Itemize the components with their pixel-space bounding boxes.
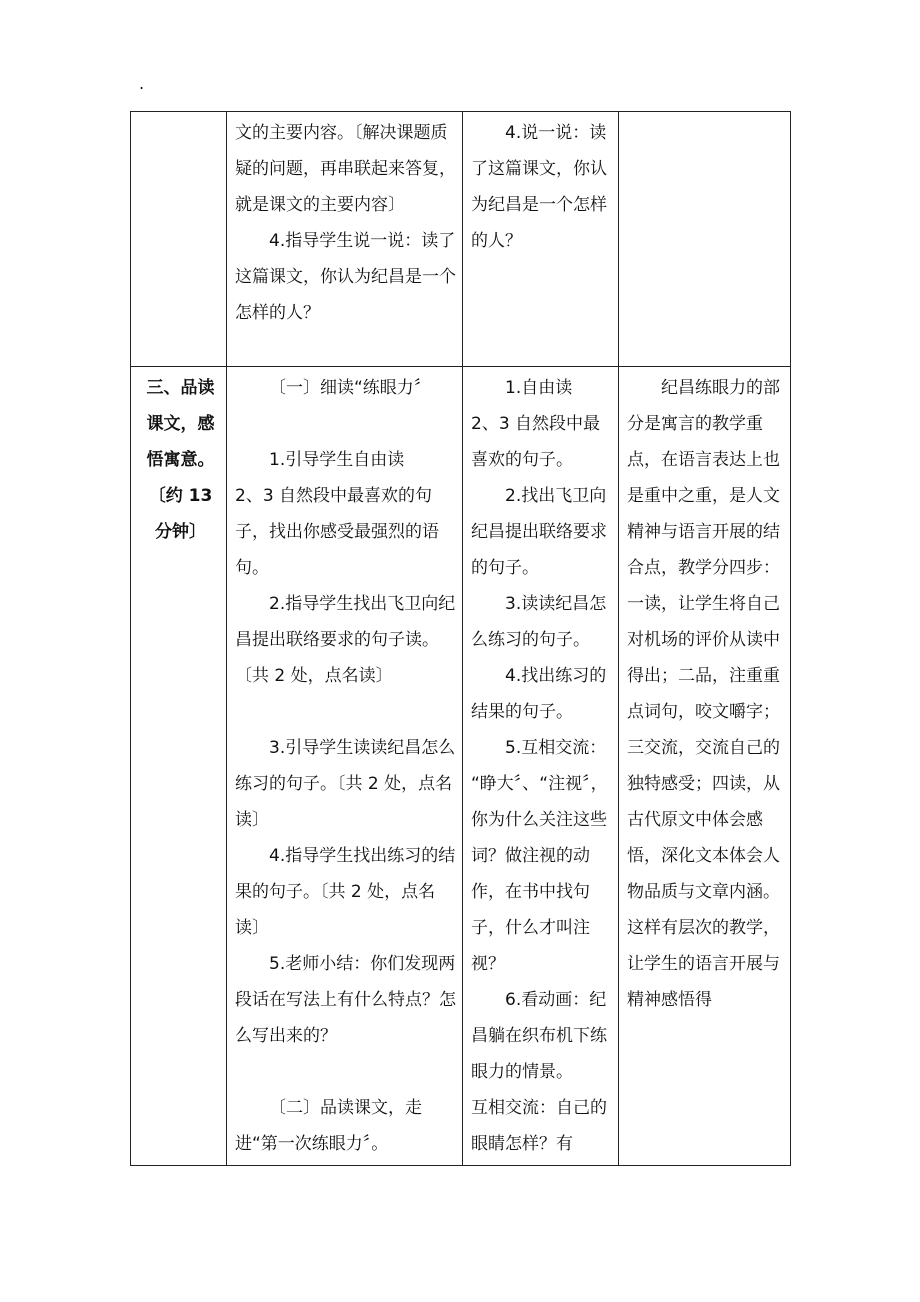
teacher-paragraph: 4.指导学生说一说：读了这篇课文，你认为纪昌是一个怎样的人？ (235, 231, 456, 323)
table-row (131, 367, 791, 1166)
section-heading: 〔二〕品读课文，走进“第一次练眼力〞。 (235, 1098, 422, 1154)
student-paragraph: “睁大〞、“注视〞，你为什么关注这些词？做注视的动作，在书中找句子，什么才叫注视？ (471, 774, 608, 974)
teacher-paragraph: 4.指导学生找出练习的结果的句子。〔共 2 处，点名读〕 (235, 846, 456, 938)
spacer (235, 406, 458, 442)
teacher-paragraph: 5.老师小结：你们发现两段话在写法上有什么特点？怎么写出来的？ (235, 954, 456, 1046)
student-paragraph: 1.自由读 (505, 378, 573, 398)
student-paragraph: 2、3 自然段中最喜欢的句子。 (471, 414, 601, 470)
student-paragraph: 3.读读纪昌怎么练习的句子。 (471, 594, 607, 650)
teacher-paragraph: 2、3 自然段中最喜欢的句子，找出你感受最强烈的语句。 (235, 486, 439, 578)
table-row (131, 112, 791, 367)
student-paragraph: 4.说一说：读了这篇课文，你认为纪昌是一个怎样的人？ (471, 123, 607, 251)
stage-line: 课文，感 (146, 414, 215, 434)
stage-line: 〔约 13 (148, 486, 213, 506)
teacher-activity-cell (227, 367, 463, 1166)
teacher-paragraph: 文的主要内容。〔解决课题质疑的问题，再串联起来答复，就是课文的主要内容〕 (235, 123, 456, 215)
design-intent-cell (619, 367, 791, 1166)
teacher-paragraph: 1.引导学生自由读 (269, 450, 405, 470)
student-activity-cell (463, 112, 619, 367)
student-paragraph: 互相交流：自己的眼睛怎样？有 (471, 1098, 607, 1154)
student-paragraph: 6.看动画：纪昌躺在织布机下练眼力的情景。 (471, 990, 607, 1082)
stage-line: 分钟〕 (155, 522, 206, 542)
page-mark: . (139, 74, 145, 93)
stage-cell (131, 112, 227, 367)
stage-line: 三、品读 (146, 378, 215, 398)
design-intent-cell (619, 112, 791, 367)
teacher-activity-cell (227, 112, 463, 367)
spacer (235, 1054, 458, 1090)
lesson-plan-table (130, 111, 791, 1166)
student-paragraph: 2.找出飞卫向纪昌提出联络要求的句子。 (471, 486, 607, 578)
student-paragraph: 5.互相交流： (505, 738, 607, 758)
teacher-paragraph: 3.引导学生读读纪昌怎么练习的句子。〔共 2 处，点名读〕 (235, 738, 456, 830)
section-heading: 〔一〕细读“练眼力〞 (269, 378, 431, 398)
student-activity-cell (463, 367, 619, 1166)
intent-paragraph: 纪昌练眼力的部分是寓言的教学重点，在语言表达上也是重中之重，是人文精神与语言开展的结合点，教学分四步：一读，让学生将自己对机场的评价从读中得出；二品，注重重点词句，咬文嚼字；三交流，交流自己的独特感受；四读，从古代原文中体会感悟，深化文本体会人物品质与文章内涵。这样有层次的教学，让学生的语言开展与精神感悟得 (627, 378, 780, 1010)
teacher-paragraph: 2.指导学生找出飞卫向纪昌提出联络要求的句子读。〔共 2 处，点名读〕 (235, 594, 456, 686)
student-paragraph: 4.找出练习的结果的句子。 (471, 666, 607, 722)
spacer (235, 694, 458, 730)
stage-cell (131, 367, 227, 1166)
stage-line: 悟寓意。 (146, 450, 215, 470)
